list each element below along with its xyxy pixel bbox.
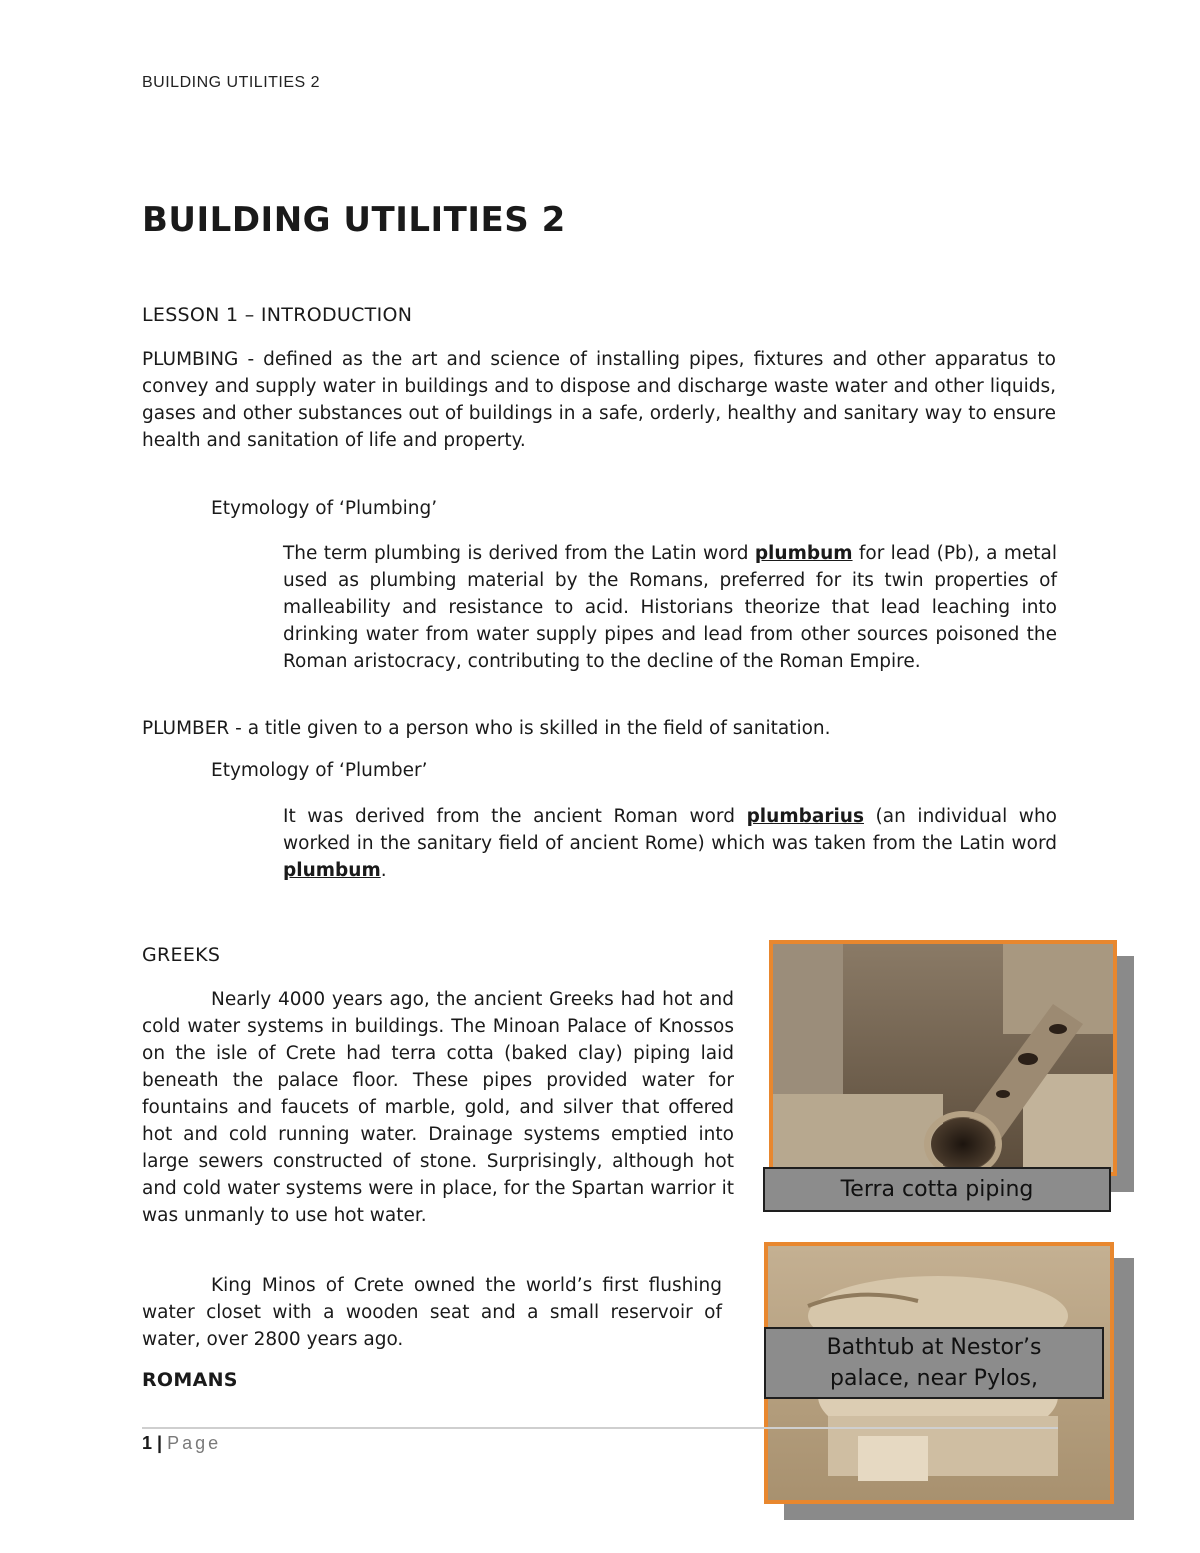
footer-separator: | [157, 1433, 163, 1453]
plumbing-etymology-post: for lead (Pb), a metal used as plumbing material by the Romans, preferred for its twin properties of malleability and resistance to acid. Historians theorize that lead leaching into drinking water from water supply pipes and lead from other sources poisoned the Roman aristocracy, contributing to the decline of the Roman Empire. [283, 543, 1057, 672]
plumbum-term: plumbum [754, 543, 853, 564]
plumbum-term-2: plumbum [283, 860, 381, 881]
plumber-etymology-text [283, 803, 1057, 884]
romans-heading: ROMANS [142, 1369, 238, 1391]
plumbing-etymology-text [283, 540, 1057, 675]
plumber-etymology-pre: It was derived from the ancient Roman word [283, 806, 747, 827]
page-label: Page [167, 1433, 222, 1453]
running-header: BUILDING UTILITIES 2 [142, 74, 321, 91]
lesson-heading: LESSON 1 – INTRODUCTION [142, 304, 413, 326]
figure-2-caption [764, 1327, 1104, 1399]
plumber-etymology-mid: (an individual who worked in the sanitary field of ancient Rome) which was taken from the Latin word [283, 806, 1057, 854]
page-number: 1 [142, 1433, 153, 1453]
plumber-etymology-end: . [380, 860, 387, 881]
plumbing-term: PLUMBING [142, 349, 239, 370]
plumbarius-term: plumbarius [746, 806, 864, 827]
plumber-definition: PLUMBER - a title given to a person who is skilled in the field of sanitation. [142, 718, 831, 739]
plumbing-definition-text: - defined as the art and science of installing pipes, fixtures and other apparatus to convey and supply water in buildings and to dispose and discharge waste water and other liquids, gases and other substances out of buildings in a safe, orderly, healthy and sanitary way to ensure health and sanitation of life and property. [142, 349, 1056, 451]
greeks-heading: GREEKS [142, 944, 221, 966]
greeks-paragraph-2: King Minos of Crete owned the world’s first flushing water closet with a wooden seat and a small reservoir of water, over 2800 years ago. [142, 1275, 722, 1350]
terra-cotta-pipe-image [773, 944, 1113, 1172]
plumbing-etymology-pre: The term plumbing is derived from the Latin word [283, 543, 755, 564]
greeks-paragraph-1: Nearly 4000 years ago, the ancient Greeks had hot and cold water systems in buildings. The Minoan Palace of Knossos on the isle of Crete had terra cotta (baked clay) piping laid beneath the palace floor. These pipes provided water for fountains and faucets of marble, gold, and silver that offered hot and cold running water. Drainage systems emptied into large sewers constructed of stone. Surprisingly, although hot and cold water systems were in place, for the Spartan warrior it was unmanly to use hot water. [142, 989, 734, 1226]
footer-divider [142, 1427, 1058, 1429]
plumbing-etymology-heading: Etymology of ‘Plumbing’ [211, 498, 438, 519]
page-title: BUILDING UTILITIES 2 [142, 200, 566, 240]
plumber-etymology-heading: Etymology of ‘Plumber’ [211, 760, 428, 781]
terra-cotta-photo [769, 940, 1117, 1176]
figure-1-caption: Terra cotta piping [763, 1167, 1111, 1212]
plumbing-definition [142, 346, 1056, 454]
page-footer [142, 1433, 221, 1454]
figure-2-caption-text: Bathtub at Nestor’s palace, near Pylos, [826, 1335, 1042, 1391]
